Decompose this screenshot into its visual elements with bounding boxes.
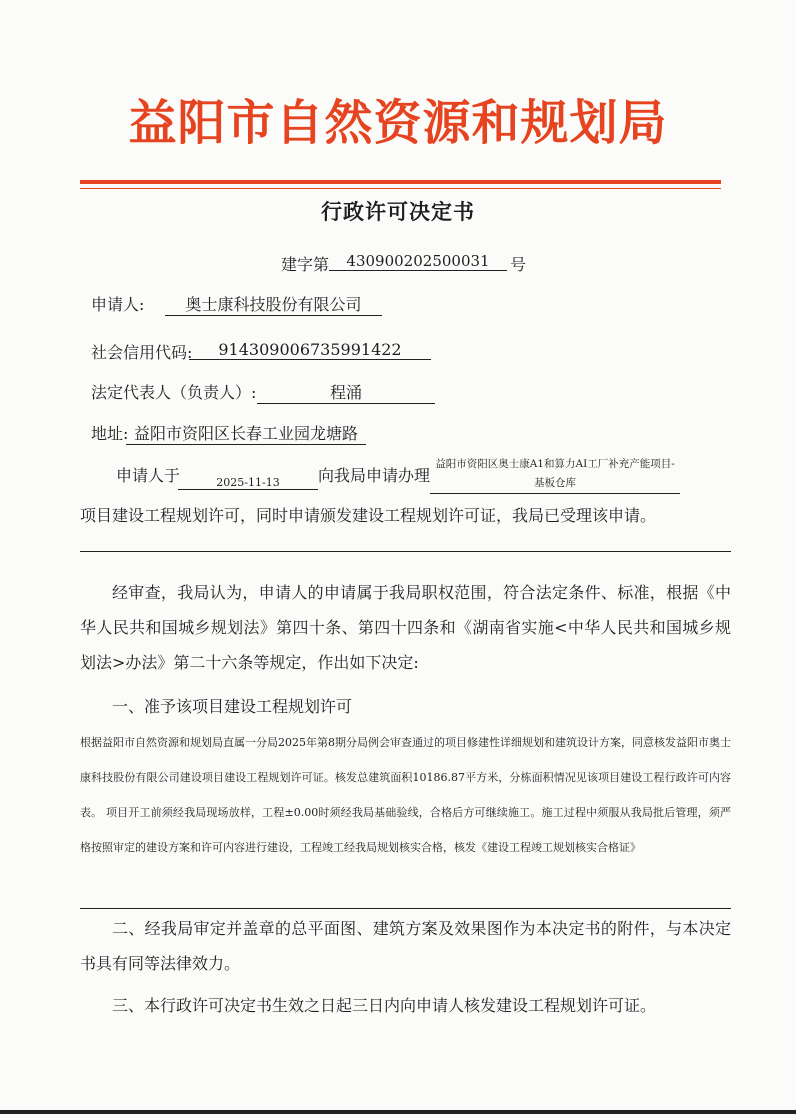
letterhead-red-rule-thin <box>80 188 721 189</box>
application-project: 益阳市资阳区奥士康A1和算力AI工厂补充产能项目-基板仓库 <box>430 455 680 494</box>
legal-rep-value: 程涌 <box>257 380 435 404</box>
address-value: 益阳市资阳区长春工业园龙塘路 <box>126 421 366 445</box>
applicant-value: 奥士康科技股份有限公司 <box>165 292 382 316</box>
application-part2: 向我局申请办理 <box>318 466 431 485</box>
application-part1: 申请人于 <box>116 466 181 485</box>
decision-1-divider <box>80 908 731 909</box>
application-part3: 项目建设工程规划许可，同时申请颁发建设工程规划许可证，我局已受理该申请。 <box>80 506 657 525</box>
page-bottom-edge <box>0 1110 796 1114</box>
applicant-label: 申请人: <box>91 295 145 314</box>
decision-1-detail: 根据益阳市自然资源和规划局直属一分局2025年第8期分局例会审查通过的项目修建性详细规划和建筑设计方案，同意核发益阳市奥士康科技股份有限公司建设项目建设工程规划许可证。核发总建筑面积10186.87平方米，分栋面积情况见该项目建设工程行政许可内容表。 项目开工前须经我局现场放样，工程±0.00时须经我局基础验线，合格后方可继续施工。施工过程中须服从我局批后管理，须严格按照审定的建设方案和许可内容进行建设，工程竣工经我局规划核实合格，核发《建设工程竣工规划核实合格证》 <box>80 736 731 854</box>
address-label: 地址: <box>91 424 129 443</box>
credit-code-label: 社会信用代码: <box>91 343 193 362</box>
doc-number-suffix: 号 <box>510 255 527 274</box>
letterhead-red-rule <box>80 180 721 184</box>
review-paragraph: 经审查，我局认为，申请人的申请属于我局职权范围，符合法定条件、标准，根据《中华人民共和国城乡规划法》第四十条、第四十四条和《湖南省实施<中华人民共和国城乡规划法>办法》第二十六条等规定，作出如下决定: <box>80 583 731 672</box>
decision-2-text: 二、经我局审定并盖章的总平面图、建筑方案及效果图作为本决定书的附件，与本决定书具有同等法律效力。 <box>80 919 731 973</box>
decision-3-text: 三、本行政许可决定书生效之日起三日内向申请人核发建设工程规划许可证。 <box>112 996 657 1015</box>
doc-number-value: 430900202500031 <box>329 252 507 271</box>
doc-number-prefix: 建字第 <box>281 255 330 274</box>
document-title: 行政许可决定书 <box>321 200 475 224</box>
decision-1-heading: 一、准予该项目建设工程规划许可 <box>112 697 353 716</box>
application-date: 2025-11-13 <box>178 476 318 490</box>
section-divider <box>80 551 731 552</box>
credit-code-value: 914309006735991422 <box>189 340 431 360</box>
legal-rep-label: 法定代表人（负责人）: <box>91 383 257 402</box>
letterhead-title: 益阳市自然资源和规划局 <box>128 95 668 151</box>
